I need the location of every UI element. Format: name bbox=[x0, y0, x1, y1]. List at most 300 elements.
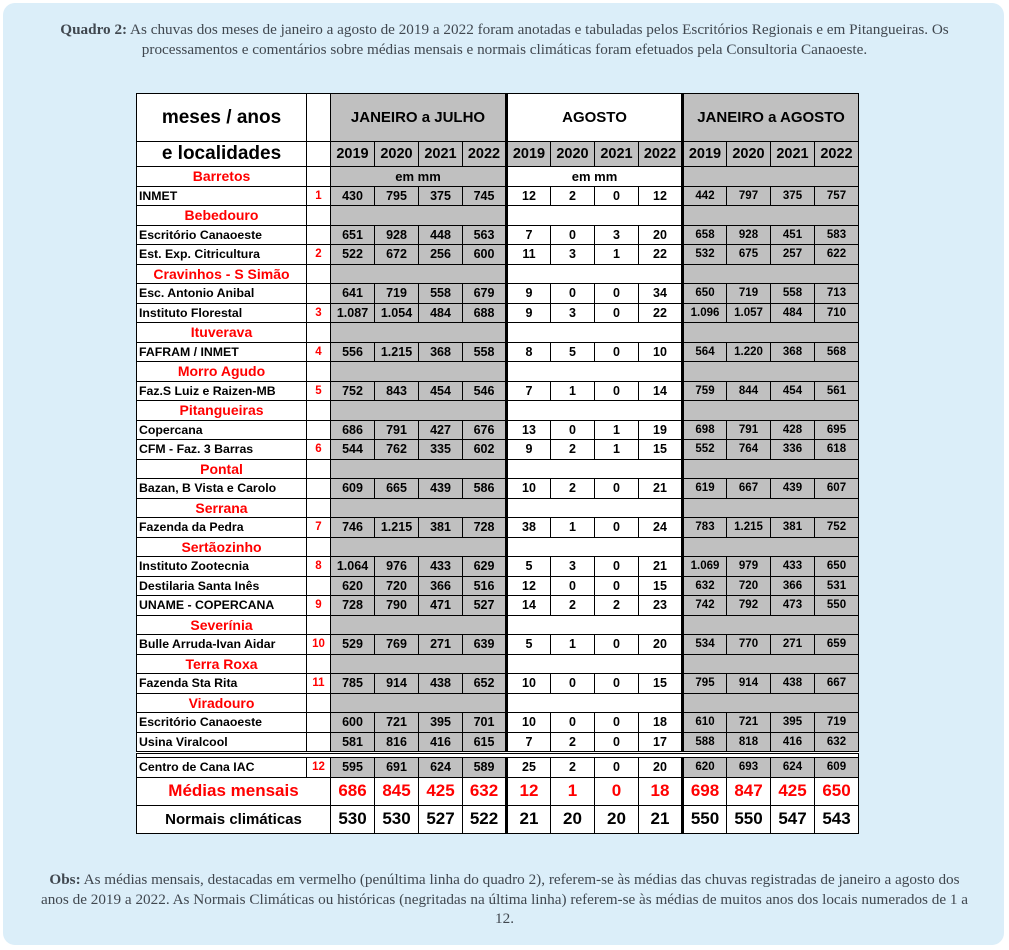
value-cell: 9 bbox=[507, 303, 551, 323]
value-cell: 454 bbox=[419, 381, 463, 401]
empty-group-cell bbox=[507, 401, 683, 421]
value-cell: 797 bbox=[727, 186, 771, 206]
value-cell: 0 bbox=[595, 557, 639, 577]
city-row bbox=[137, 264, 859, 284]
value-cell: 23 bbox=[639, 596, 683, 616]
value-cell: 416 bbox=[771, 732, 815, 753]
value-cell: 532 bbox=[683, 245, 727, 265]
empty-group-cell bbox=[507, 654, 683, 674]
value-cell: 759 bbox=[683, 381, 727, 401]
value-cell: 609 bbox=[815, 758, 859, 778]
value-cell: 639 bbox=[463, 635, 507, 655]
number-cell-empty bbox=[307, 615, 331, 635]
value-cell: 22 bbox=[639, 303, 683, 323]
climatic-normal-row-value: 547 bbox=[771, 805, 815, 833]
empty-group-cell bbox=[683, 401, 859, 421]
location-number: 4 bbox=[307, 342, 331, 362]
header-localities: e localidades bbox=[137, 142, 307, 167]
empty-group-cell bbox=[507, 615, 683, 635]
value-cell: 1.215 bbox=[375, 518, 419, 538]
value-cell: 454 bbox=[771, 381, 815, 401]
value-cell: 0 bbox=[595, 732, 639, 753]
value-cell: 439 bbox=[771, 479, 815, 499]
number-cell-empty bbox=[307, 537, 331, 557]
city-row bbox=[137, 498, 859, 518]
value-cell: 7 bbox=[507, 381, 551, 401]
climatic-normal-row-label: Normais climáticas bbox=[137, 805, 331, 833]
climatic-normal-row-value: 21 bbox=[507, 805, 551, 833]
value-cell: 651 bbox=[331, 225, 375, 245]
year-header: 2021 bbox=[419, 142, 463, 167]
table-row bbox=[137, 381, 859, 401]
value-cell: 0 bbox=[595, 635, 639, 655]
value-cell: 791 bbox=[727, 420, 771, 440]
table-row bbox=[137, 732, 859, 753]
value-cell: 271 bbox=[771, 635, 815, 655]
value-cell: 752 bbox=[331, 381, 375, 401]
header-spacer bbox=[307, 142, 331, 167]
value-cell: 795 bbox=[375, 186, 419, 206]
value-cell: 0 bbox=[551, 225, 595, 245]
value-cell: 428 bbox=[771, 420, 815, 440]
location-number bbox=[307, 732, 331, 753]
value-cell: 1.215 bbox=[375, 342, 419, 362]
value-cell: 15 bbox=[639, 674, 683, 694]
rainfall-table-wrapper bbox=[136, 93, 859, 834]
value-cell: 620 bbox=[331, 576, 375, 596]
year-header: 2022 bbox=[639, 142, 683, 167]
value-cell: 366 bbox=[419, 576, 463, 596]
unit-label: em mm bbox=[331, 167, 507, 187]
empty-group-cell bbox=[683, 206, 859, 226]
location-name: Faz.S Luiz e Raizen-MB bbox=[137, 381, 307, 401]
location-name: INMET bbox=[137, 186, 307, 206]
location-number bbox=[307, 713, 331, 733]
value-cell: 336 bbox=[771, 440, 815, 460]
empty-group-cell bbox=[683, 323, 859, 343]
table-row bbox=[137, 440, 859, 460]
empty-group-cell bbox=[683, 693, 859, 713]
value-cell: 563 bbox=[463, 225, 507, 245]
value-cell: 914 bbox=[727, 674, 771, 694]
city-name: Ituverava bbox=[137, 323, 307, 343]
city-row bbox=[137, 654, 859, 674]
value-cell: 17 bbox=[639, 732, 683, 753]
value-cell: 672 bbox=[375, 245, 419, 265]
header-group-0: JANEIRO a JULHO bbox=[331, 94, 507, 142]
empty-group-cell bbox=[683, 459, 859, 479]
location-number: 9 bbox=[307, 596, 331, 616]
table-row bbox=[137, 576, 859, 596]
value-cell: 595 bbox=[331, 758, 375, 778]
header-months-years: meses / anos bbox=[137, 94, 307, 142]
value-cell: 368 bbox=[419, 342, 463, 362]
empty-group-cell bbox=[507, 362, 683, 382]
empty-group-cell bbox=[331, 362, 507, 382]
value-cell: 558 bbox=[771, 284, 815, 304]
location-name: Fazenda da Pedra bbox=[137, 518, 307, 538]
value-cell: 0 bbox=[551, 576, 595, 596]
year-header: 2019 bbox=[331, 142, 375, 167]
table-footnote bbox=[40, 870, 969, 929]
value-cell: 695 bbox=[815, 420, 859, 440]
value-cell: 19 bbox=[639, 420, 683, 440]
value-cell: 527 bbox=[463, 596, 507, 616]
climatic-normal-row-value: 527 bbox=[419, 805, 463, 833]
number-cell-empty bbox=[307, 693, 331, 713]
monthly-average-row-value: 0 bbox=[595, 777, 639, 805]
value-cell: 1.220 bbox=[727, 342, 771, 362]
empty-group-cell bbox=[507, 264, 683, 284]
value-cell: 1.096 bbox=[683, 303, 727, 323]
year-header: 2019 bbox=[507, 142, 551, 167]
value-cell: 256 bbox=[419, 245, 463, 265]
location-number: 5 bbox=[307, 381, 331, 401]
value-cell: 375 bbox=[771, 186, 815, 206]
value-cell: 3 bbox=[551, 557, 595, 577]
location-number bbox=[307, 284, 331, 304]
value-cell: 12 bbox=[507, 576, 551, 596]
location-name: Fazenda Sta Rita bbox=[137, 674, 307, 694]
value-cell: 650 bbox=[815, 557, 859, 577]
location-name: Bulle Arruda-Ivan Aidar bbox=[137, 635, 307, 655]
value-cell: 1 bbox=[595, 420, 639, 440]
table-row bbox=[137, 245, 859, 265]
empty-group-cell bbox=[507, 206, 683, 226]
location-name: Instituto Zootecnia bbox=[137, 557, 307, 577]
header-row-years bbox=[137, 142, 859, 167]
value-cell: 0 bbox=[551, 284, 595, 304]
year-header: 2021 bbox=[595, 142, 639, 167]
value-cell: 928 bbox=[375, 225, 419, 245]
value-cell: 632 bbox=[683, 576, 727, 596]
header-group-2: JANEIRO a AGOSTO bbox=[683, 94, 859, 142]
city-name: Barretos bbox=[137, 167, 307, 187]
value-cell: 0 bbox=[551, 674, 595, 694]
climatic-normal-row-value: 522 bbox=[463, 805, 507, 833]
table-row bbox=[137, 557, 859, 577]
city-name: Serrana bbox=[137, 498, 307, 518]
monthly-average-row-value: 425 bbox=[419, 777, 463, 805]
value-cell: 550 bbox=[815, 596, 859, 616]
header-spacer bbox=[307, 94, 331, 142]
location-name: Destilaria Santa Inês bbox=[137, 576, 307, 596]
value-cell: 442 bbox=[683, 186, 727, 206]
value-cell: 7 bbox=[507, 225, 551, 245]
monthly-average-row bbox=[137, 777, 859, 805]
table-row bbox=[137, 303, 859, 323]
table-row bbox=[137, 713, 859, 733]
value-cell: 588 bbox=[683, 732, 727, 753]
value-cell: 1 bbox=[551, 518, 595, 538]
city-name: Sertãozinho bbox=[137, 537, 307, 557]
value-cell: 5 bbox=[551, 342, 595, 362]
value-cell: 693 bbox=[727, 758, 771, 778]
value-cell: 38 bbox=[507, 518, 551, 538]
monthly-average-row-label: Médias mensais bbox=[137, 777, 331, 805]
year-header: 2022 bbox=[815, 142, 859, 167]
value-cell: 1 bbox=[551, 381, 595, 401]
value-cell: 629 bbox=[463, 557, 507, 577]
value-cell: 522 bbox=[331, 245, 375, 265]
value-cell: 581 bbox=[331, 732, 375, 753]
table-caption bbox=[40, 20, 969, 59]
value-cell: 1.057 bbox=[727, 303, 771, 323]
value-cell: 928 bbox=[727, 225, 771, 245]
value-cell: 14 bbox=[507, 596, 551, 616]
value-cell: 1.064 bbox=[331, 557, 375, 577]
value-cell: 5 bbox=[507, 635, 551, 655]
location-name: Escritório Canaoeste bbox=[137, 225, 307, 245]
value-cell: 564 bbox=[683, 342, 727, 362]
empty-group-cell bbox=[683, 264, 859, 284]
value-cell: 12 bbox=[507, 186, 551, 206]
value-cell: 1.087 bbox=[331, 303, 375, 323]
value-cell: 529 bbox=[331, 635, 375, 655]
number-cell-empty bbox=[307, 167, 331, 187]
value-cell: 11 bbox=[507, 245, 551, 265]
empty-group-cell bbox=[683, 167, 859, 187]
value-cell: 721 bbox=[375, 713, 419, 733]
value-cell: 1 bbox=[551, 635, 595, 655]
value-cell: 531 bbox=[815, 576, 859, 596]
value-cell: 439 bbox=[419, 479, 463, 499]
monthly-average-row-value: 686 bbox=[331, 777, 375, 805]
number-cell-empty bbox=[307, 362, 331, 382]
value-cell: 556 bbox=[331, 342, 375, 362]
value-cell: 21 bbox=[639, 557, 683, 577]
value-cell: 416 bbox=[419, 732, 463, 753]
empty-group-cell bbox=[507, 498, 683, 518]
value-cell: 979 bbox=[727, 557, 771, 577]
number-cell-empty bbox=[307, 654, 331, 674]
empty-group-cell bbox=[331, 537, 507, 557]
value-cell: 619 bbox=[683, 479, 727, 499]
value-cell: 764 bbox=[727, 440, 771, 460]
value-cell: 10 bbox=[507, 713, 551, 733]
monthly-average-row-value: 847 bbox=[727, 777, 771, 805]
empty-group-cell bbox=[331, 323, 507, 343]
monthly-average-row-value: 425 bbox=[771, 777, 815, 805]
city-name: Bebedouro bbox=[137, 206, 307, 226]
value-cell: 7 bbox=[507, 732, 551, 753]
city-row bbox=[137, 693, 859, 713]
value-cell: 620 bbox=[683, 758, 727, 778]
empty-group-cell bbox=[331, 615, 507, 635]
empty-group-cell bbox=[331, 206, 507, 226]
value-cell: 335 bbox=[419, 440, 463, 460]
value-cell: 20 bbox=[639, 758, 683, 778]
city-name: Pontal bbox=[137, 459, 307, 479]
value-cell: 433 bbox=[771, 557, 815, 577]
value-cell: 24 bbox=[639, 518, 683, 538]
table-row bbox=[137, 758, 859, 778]
empty-group-cell bbox=[683, 498, 859, 518]
value-cell: 719 bbox=[815, 713, 859, 733]
value-cell: 785 bbox=[331, 674, 375, 694]
value-cell: 769 bbox=[375, 635, 419, 655]
value-cell: 624 bbox=[771, 758, 815, 778]
value-cell: 659 bbox=[815, 635, 859, 655]
rainfall-table bbox=[136, 93, 859, 834]
value-cell: 632 bbox=[815, 732, 859, 753]
value-cell: 610 bbox=[683, 713, 727, 733]
value-cell: 710 bbox=[815, 303, 859, 323]
value-cell: 2 bbox=[551, 732, 595, 753]
city-row bbox=[137, 459, 859, 479]
location-name: Instituto Florestal bbox=[137, 303, 307, 323]
monthly-average-row-value: 18 bbox=[639, 777, 683, 805]
empty-group-cell bbox=[331, 459, 507, 479]
city-name: Pitangueiras bbox=[137, 401, 307, 421]
value-cell: 665 bbox=[375, 479, 419, 499]
value-cell: 600 bbox=[331, 713, 375, 733]
value-cell: 534 bbox=[683, 635, 727, 655]
location-name: FAFRAM / INMET bbox=[137, 342, 307, 362]
value-cell: 752 bbox=[815, 518, 859, 538]
empty-group-cell bbox=[683, 537, 859, 557]
value-cell: 0 bbox=[595, 186, 639, 206]
number-cell-empty bbox=[307, 498, 331, 518]
value-cell: 0 bbox=[595, 381, 639, 401]
location-name: Copercana bbox=[137, 420, 307, 440]
value-cell: 3 bbox=[551, 303, 595, 323]
value-cell: 395 bbox=[419, 713, 463, 733]
value-cell: 713 bbox=[815, 284, 859, 304]
location-name: CFM - Faz. 3 Barras bbox=[137, 440, 307, 460]
location-number: 1 bbox=[307, 186, 331, 206]
value-cell: 2 bbox=[551, 479, 595, 499]
location-number: 12 bbox=[307, 758, 331, 778]
value-cell: 484 bbox=[771, 303, 815, 323]
value-cell: 698 bbox=[683, 420, 727, 440]
value-cell: 843 bbox=[375, 381, 419, 401]
value-cell: 745 bbox=[463, 186, 507, 206]
value-cell: 448 bbox=[419, 225, 463, 245]
city-name: Terra Roxa bbox=[137, 654, 307, 674]
climatic-normal-row-value: 530 bbox=[331, 805, 375, 833]
value-cell: 381 bbox=[771, 518, 815, 538]
value-cell: 471 bbox=[419, 596, 463, 616]
city-name: Cravinhos - S Simão bbox=[137, 264, 307, 284]
value-cell: 0 bbox=[595, 518, 639, 538]
location-number bbox=[307, 420, 331, 440]
value-cell: 558 bbox=[463, 342, 507, 362]
value-cell: 792 bbox=[727, 596, 771, 616]
value-cell: 0 bbox=[595, 284, 639, 304]
city-name: Viradouro bbox=[137, 693, 307, 713]
value-cell: 976 bbox=[375, 557, 419, 577]
table-row bbox=[137, 518, 859, 538]
empty-group-cell bbox=[331, 401, 507, 421]
climatic-normal-row-value: 20 bbox=[551, 805, 595, 833]
value-cell: 0 bbox=[595, 303, 639, 323]
value-cell: 552 bbox=[683, 440, 727, 460]
unit-label: em mm bbox=[507, 167, 683, 187]
value-cell: 791 bbox=[375, 420, 419, 440]
footnote-text: As médias mensais, destacadas em vermelho (penúltima linha do quadro 2), referem-se às médias das chuvas registradas de janeiro a agosto dos anos de 2019 a 2022. As Normais Climáticas ou históricas (negritadas na última linha) referem-se às médias de muitos anos dos locais numerados de 1 a 12. bbox=[40, 871, 969, 927]
monthly-average-row-value: 632 bbox=[463, 777, 507, 805]
caption-label: Quadro 2: bbox=[60, 21, 128, 38]
number-cell-empty bbox=[307, 323, 331, 343]
value-cell: 720 bbox=[727, 576, 771, 596]
value-cell: 615 bbox=[463, 732, 507, 753]
number-cell-empty bbox=[307, 206, 331, 226]
value-cell: 0 bbox=[595, 342, 639, 362]
location-number: 3 bbox=[307, 303, 331, 323]
location-number: 11 bbox=[307, 674, 331, 694]
value-cell: 719 bbox=[727, 284, 771, 304]
value-cell: 10 bbox=[639, 342, 683, 362]
value-cell: 719 bbox=[375, 284, 419, 304]
value-cell: 516 bbox=[463, 576, 507, 596]
location-name: Escritório Canaoeste bbox=[137, 713, 307, 733]
value-cell: 818 bbox=[727, 732, 771, 753]
location-number bbox=[307, 225, 331, 245]
value-cell: 5 bbox=[507, 557, 551, 577]
value-cell: 0 bbox=[595, 479, 639, 499]
value-cell: 622 bbox=[815, 245, 859, 265]
empty-group-cell bbox=[331, 498, 507, 518]
value-cell: 375 bbox=[419, 186, 463, 206]
empty-group-cell bbox=[683, 654, 859, 674]
value-cell: 650 bbox=[683, 284, 727, 304]
value-cell: 0 bbox=[595, 674, 639, 694]
empty-group-cell bbox=[507, 693, 683, 713]
monthly-average-row-value: 650 bbox=[815, 777, 859, 805]
value-cell: 0 bbox=[595, 576, 639, 596]
value-cell: 366 bbox=[771, 576, 815, 596]
caption-text: As chuvas dos meses de janeiro a agosto de 2019 a 2022 foram anotadas e tabuladas pelos Escritórios Regionais e em Pitangueiras. Os processamentos e comentários sobre médias mensais e normais climáticas foram efetuados pela Consultoria Canaoeste. bbox=[127, 21, 949, 58]
value-cell: 2 bbox=[595, 596, 639, 616]
city-row bbox=[137, 615, 859, 635]
table-row bbox=[137, 479, 859, 499]
value-cell: 20 bbox=[639, 225, 683, 245]
number-cell-empty bbox=[307, 401, 331, 421]
value-cell: 10 bbox=[507, 674, 551, 694]
empty-group-cell bbox=[683, 362, 859, 382]
value-cell: 433 bbox=[419, 557, 463, 577]
monthly-average-row-value: 1 bbox=[551, 777, 595, 805]
value-cell: 641 bbox=[331, 284, 375, 304]
value-cell: 609 bbox=[331, 479, 375, 499]
value-cell: 430 bbox=[331, 186, 375, 206]
table-row bbox=[137, 342, 859, 362]
value-cell: 790 bbox=[375, 596, 419, 616]
value-cell: 742 bbox=[683, 596, 727, 616]
value-cell: 746 bbox=[331, 518, 375, 538]
climatic-normal-row-value: 543 bbox=[815, 805, 859, 833]
value-cell: 844 bbox=[727, 381, 771, 401]
value-cell: 589 bbox=[463, 758, 507, 778]
city-row bbox=[137, 206, 859, 226]
value-cell: 257 bbox=[771, 245, 815, 265]
climatic-normal-row bbox=[137, 805, 859, 833]
city-row bbox=[137, 401, 859, 421]
location-name: Est. Exp. Citricultura bbox=[137, 245, 307, 265]
value-cell: 795 bbox=[683, 674, 727, 694]
location-name: Usina Viralcool bbox=[137, 732, 307, 753]
value-cell: 9 bbox=[507, 440, 551, 460]
value-cell: 691 bbox=[375, 758, 419, 778]
table-row bbox=[137, 596, 859, 616]
location-name: UNAME - COPERCANA bbox=[137, 596, 307, 616]
value-cell: 607 bbox=[815, 479, 859, 499]
city-name: Morro Agudo bbox=[137, 362, 307, 382]
empty-group-cell bbox=[507, 323, 683, 343]
value-cell: 676 bbox=[463, 420, 507, 440]
year-header: 2020 bbox=[551, 142, 595, 167]
